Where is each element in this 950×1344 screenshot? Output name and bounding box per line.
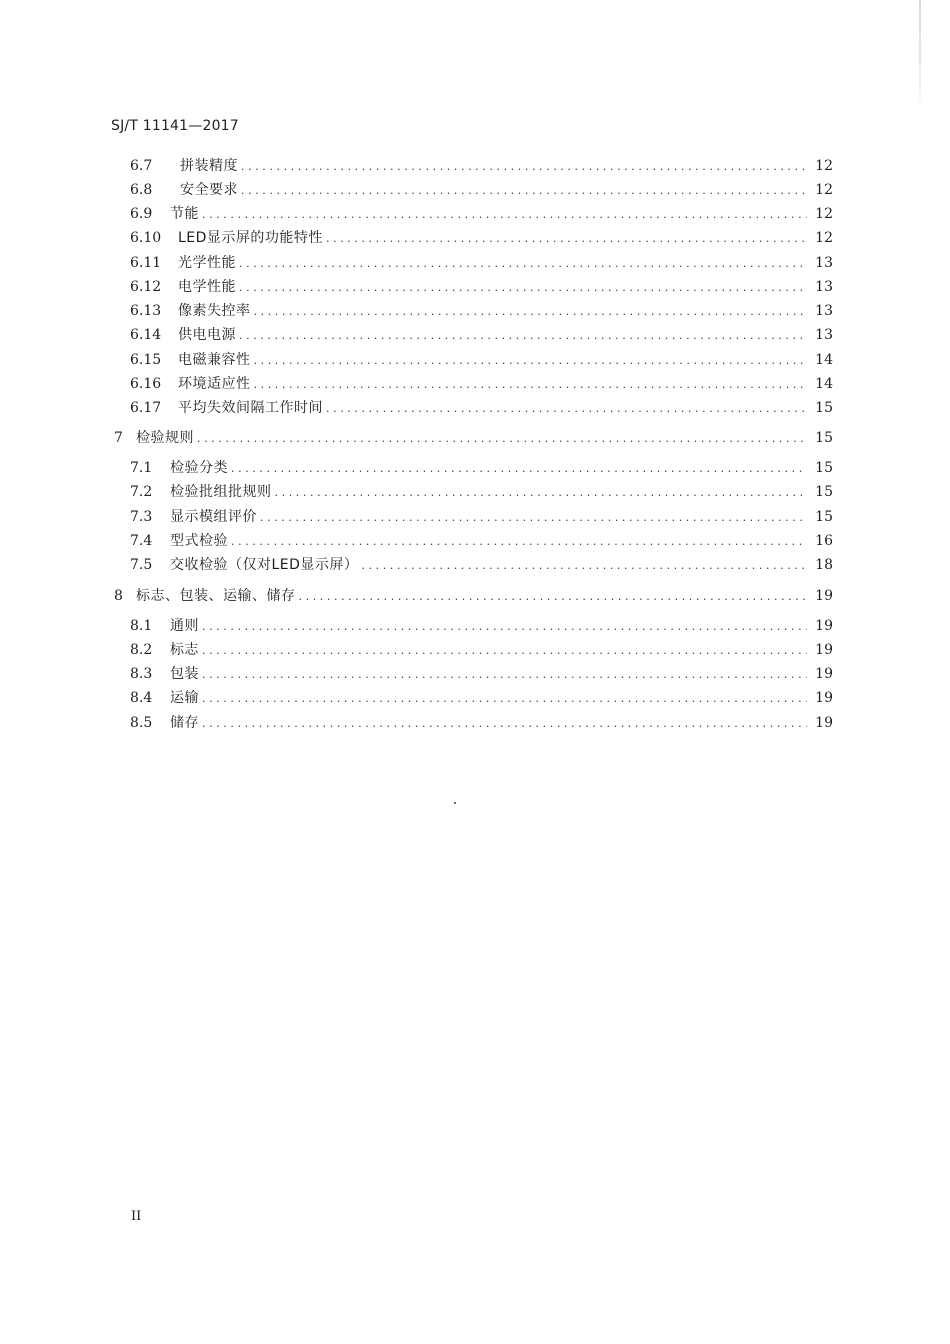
- toc-entry[interactable]: [130, 228, 833, 248]
- toc-entry-page: 19: [815, 690, 833, 706]
- toc-entry-number: 6.17: [130, 400, 162, 416]
- toc-entry-page: 14: [815, 352, 833, 368]
- toc-entry-title: LED显示屏的功能特性: [178, 230, 323, 246]
- document-code: SJ/T 11141—2017: [111, 118, 239, 134]
- toc-leader-dots: [241, 181, 807, 201]
- toc-entry-page: 19: [815, 588, 833, 604]
- toc-entry-page: 12: [815, 158, 833, 174]
- toc-entry[interactable]: [130, 713, 833, 733]
- toc-entry[interactable]: [130, 350, 833, 370]
- toc-leader-dots: [299, 587, 808, 607]
- toc-entry-number: 6.9: [130, 206, 153, 222]
- toc-entry-title: 节能: [170, 206, 199, 222]
- toc-entry-title: 型式检验: [170, 533, 228, 549]
- toc-entry-page: 19: [815, 618, 833, 634]
- toc-entry-page: 15: [815, 430, 833, 446]
- toc-entry-page: 16: [815, 533, 833, 549]
- toc-entry-number: 7.3: [130, 509, 153, 525]
- toc-entry-title: 标志: [170, 642, 199, 658]
- toc-entry-number: 6.7: [130, 158, 153, 174]
- toc-entry-title: 显示模组评价: [170, 509, 257, 525]
- toc-entry[interactable]: [130, 204, 833, 224]
- toc-leader-dots: [239, 254, 807, 274]
- toc-leader-dots: [231, 459, 807, 479]
- toc-leader-dots: [361, 556, 807, 576]
- toc-entry[interactable]: [130, 531, 833, 551]
- toc-entry[interactable]: [130, 277, 833, 297]
- toc-entry-title: 像素失控率: [178, 303, 251, 319]
- toc-entry[interactable]: [130, 301, 833, 321]
- toc-entry-title: 运输: [170, 690, 199, 706]
- page-number: II: [131, 1209, 142, 1224]
- toc-entry-title: 电磁兼容性: [178, 352, 251, 368]
- toc-entry-title: 电学性能: [178, 279, 236, 295]
- toc-entry[interactable]: [130, 688, 833, 708]
- toc-entry-page: 19: [815, 715, 833, 731]
- toc-entry[interactable]: [130, 180, 833, 200]
- toc-entry-number: 6.10: [130, 230, 162, 246]
- toc-leader-dots: [254, 302, 808, 322]
- toc-leader-dots: [326, 229, 807, 249]
- toc-entry-title: 安全要求: [180, 182, 238, 198]
- toc-entry-number: 7: [114, 430, 123, 446]
- toc-entry[interactable]: [130, 458, 833, 478]
- toc-entry-title: 供电电源: [178, 327, 236, 343]
- toc-entry-page: 12: [815, 182, 833, 198]
- toc-entry-page: 13: [815, 327, 833, 343]
- toc-entry-number: 7.1: [130, 460, 153, 476]
- toc-entry-number: 8.4: [130, 690, 153, 706]
- toc-entry-page: 12: [815, 206, 833, 222]
- toc-leader-dots: [275, 483, 808, 503]
- toc-entry[interactable]: [130, 156, 833, 176]
- toc-entry-page: 15: [815, 484, 833, 500]
- toc-entry-number: 6.12: [130, 279, 162, 295]
- toc-entry-page: 15: [815, 509, 833, 525]
- toc-entry-page: 14: [815, 376, 833, 392]
- toc-leader-dots: [260, 508, 807, 528]
- toc-leader-dots: [202, 641, 807, 661]
- toc-entry-title: 标志、包装、运输、储存: [136, 588, 296, 604]
- toc-entry-title: 储存: [170, 715, 199, 731]
- toc-entry-number: 8.2: [130, 642, 153, 658]
- toc-leader-dots: [254, 351, 808, 371]
- toc-entry[interactable]: [130, 325, 833, 345]
- toc-entry-title: 交收检验（仅对LED显示屏）: [170, 557, 359, 573]
- toc-entry-title: 环境适应性: [178, 376, 251, 392]
- toc-leader-dots: [202, 689, 807, 709]
- toc-leader-dots: [241, 157, 807, 177]
- toc-entry[interactable]: [130, 555, 833, 575]
- toc-entry-page: 13: [815, 279, 833, 295]
- toc-entry-number: 7.2: [130, 484, 153, 500]
- toc-entry-title: 检验规则: [136, 430, 194, 446]
- toc-entry-title: 检验批组批规则: [170, 484, 272, 500]
- toc-leader-dots: [197, 429, 807, 449]
- toc-leader-dots: [231, 532, 807, 552]
- toc-entry[interactable]: [130, 640, 833, 660]
- toc-entry-title: 包装: [170, 666, 199, 682]
- toc-entry-title: 检验分类: [170, 460, 228, 476]
- toc-entry-number: 6.13: [130, 303, 162, 319]
- toc-entry[interactable]: [130, 616, 833, 636]
- toc-entry-title: 平均失效间隔工作时间: [178, 400, 323, 416]
- toc-entry-number: 6.11: [130, 255, 162, 271]
- toc-entry[interactable]: [130, 482, 833, 502]
- toc-entry[interactable]: [130, 664, 833, 684]
- toc-leader-dots: [202, 665, 807, 685]
- toc-entry-page: 15: [815, 400, 833, 416]
- toc-entry[interactable]: [130, 374, 833, 394]
- toc-entry-number: 8.5: [130, 715, 153, 731]
- toc-entry-page: 19: [815, 642, 833, 658]
- toc-leader-dots: [202, 205, 807, 225]
- toc-entry-number: 8.1: [130, 618, 153, 634]
- toc-entry-page: 15: [815, 460, 833, 476]
- toc-entry-page: 12: [815, 230, 833, 246]
- toc-leader-dots: [202, 617, 807, 637]
- toc-entry-number: 7.5: [130, 557, 153, 573]
- scan-speck: [454, 802, 456, 804]
- toc-entry-title: 拼装精度: [180, 158, 238, 174]
- toc-leader-dots: [254, 375, 808, 395]
- toc-entry-number: 6.16: [130, 376, 162, 392]
- toc-entry[interactable]: [130, 507, 833, 527]
- toc-entry[interactable]: [130, 253, 833, 273]
- toc-entry-page: 13: [815, 303, 833, 319]
- toc-entry-page: 19: [815, 666, 833, 682]
- scan-edge-mark: [919, 0, 921, 110]
- toc-entry-page: 18: [815, 557, 833, 573]
- toc-entry-number: 6.15: [130, 352, 162, 368]
- toc-leader-dots: [202, 714, 807, 734]
- toc-chapter[interactable]: [114, 586, 833, 606]
- toc-entry-title: 通则: [170, 618, 199, 634]
- toc-entry[interactable]: [130, 398, 833, 418]
- toc-entry-number: 7.4: [130, 533, 153, 549]
- toc-entry-number: 6.14: [130, 327, 162, 343]
- toc-entry-page: 13: [815, 255, 833, 271]
- toc-entry-title: 光学性能: [178, 255, 236, 271]
- toc-entry-number: 8.3: [130, 666, 153, 682]
- toc-entry-number: 6.8: [130, 182, 153, 198]
- toc-entry-number: 8: [114, 588, 123, 604]
- toc-leader-dots: [326, 399, 807, 419]
- toc-leader-dots: [239, 326, 807, 346]
- toc-leader-dots: [239, 278, 807, 298]
- toc-chapter[interactable]: [114, 428, 833, 448]
